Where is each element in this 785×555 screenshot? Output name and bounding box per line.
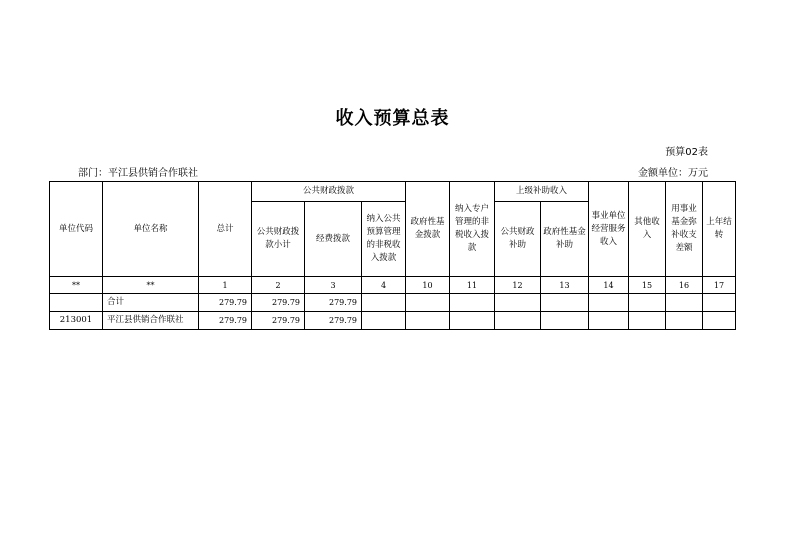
header-sup-gov-fund: 政府性基金补助: [541, 202, 589, 277]
header-unit-code: 单位代码: [50, 182, 103, 277]
index-cell: 12: [495, 277, 541, 294]
header-operating-funds: 经费拨款: [305, 202, 362, 277]
row-subtotal: 279.79: [252, 294, 305, 312]
row-operating: 279.79: [305, 312, 362, 330]
row-code: 213001: [50, 312, 103, 330]
table-number: 预算02表: [665, 147, 708, 158]
header-sup-public: 公共财政补助: [495, 202, 541, 277]
index-cell: 15: [629, 277, 666, 294]
index-cell: 3: [305, 277, 362, 294]
row-total: 279.79: [199, 294, 252, 312]
row-name: 平江县供销合作联社: [103, 312, 199, 330]
index-cell: **: [103, 277, 199, 294]
header-other-income: 其他收入: [629, 182, 666, 277]
header-total: 总计: [199, 182, 252, 277]
table-row: [50, 294, 736, 312]
header-carryover: 上年结转: [703, 182, 736, 277]
department-label: 部门：平江县供销合作联社: [78, 168, 198, 179]
index-cell: 14: [589, 277, 629, 294]
index-cell: 17: [703, 277, 736, 294]
page-title: 收入预算总表: [335, 108, 450, 129]
amount-unit-label: 金额单位：万元: [638, 168, 708, 179]
index-cell: **: [50, 277, 103, 294]
header-gap-fill: 用事业基金弥补收支差额: [666, 182, 703, 277]
index-cell: 11: [450, 277, 495, 294]
index-cell: 1: [199, 277, 252, 294]
header-superior-group: 上级补助收入: [495, 182, 589, 202]
row-subtotal: 279.79: [252, 312, 305, 330]
index-cell: 4: [362, 277, 406, 294]
header-public-subtotal: 公共财政拨款小计: [252, 202, 305, 277]
row-total: 279.79: [199, 312, 252, 330]
index-cell: 2: [252, 277, 305, 294]
index-cell: 13: [541, 277, 589, 294]
header-public-finance-group: 公共财政拨款: [252, 182, 406, 202]
header-business-income: 事业单位经营服务收入: [589, 182, 629, 277]
table-row: [50, 312, 736, 330]
index-cell: 16: [666, 277, 703, 294]
row-code: [50, 294, 103, 312]
index-cell: 10: [406, 277, 450, 294]
header-non-tax-budget: 纳入公共预算管理的非税收入拨款: [362, 202, 406, 277]
row-operating: 279.79: [305, 294, 362, 312]
index-row: [50, 277, 736, 294]
row-name: 合计: [103, 294, 199, 312]
header-unit-name: 单位名称: [103, 182, 199, 277]
revenue-budget-table: [49, 181, 736, 330]
header-gov-fund: 政府性基金拨款: [406, 182, 450, 277]
header-special-non-tax: 纳入专户管理的非税收入拨款: [450, 182, 495, 277]
